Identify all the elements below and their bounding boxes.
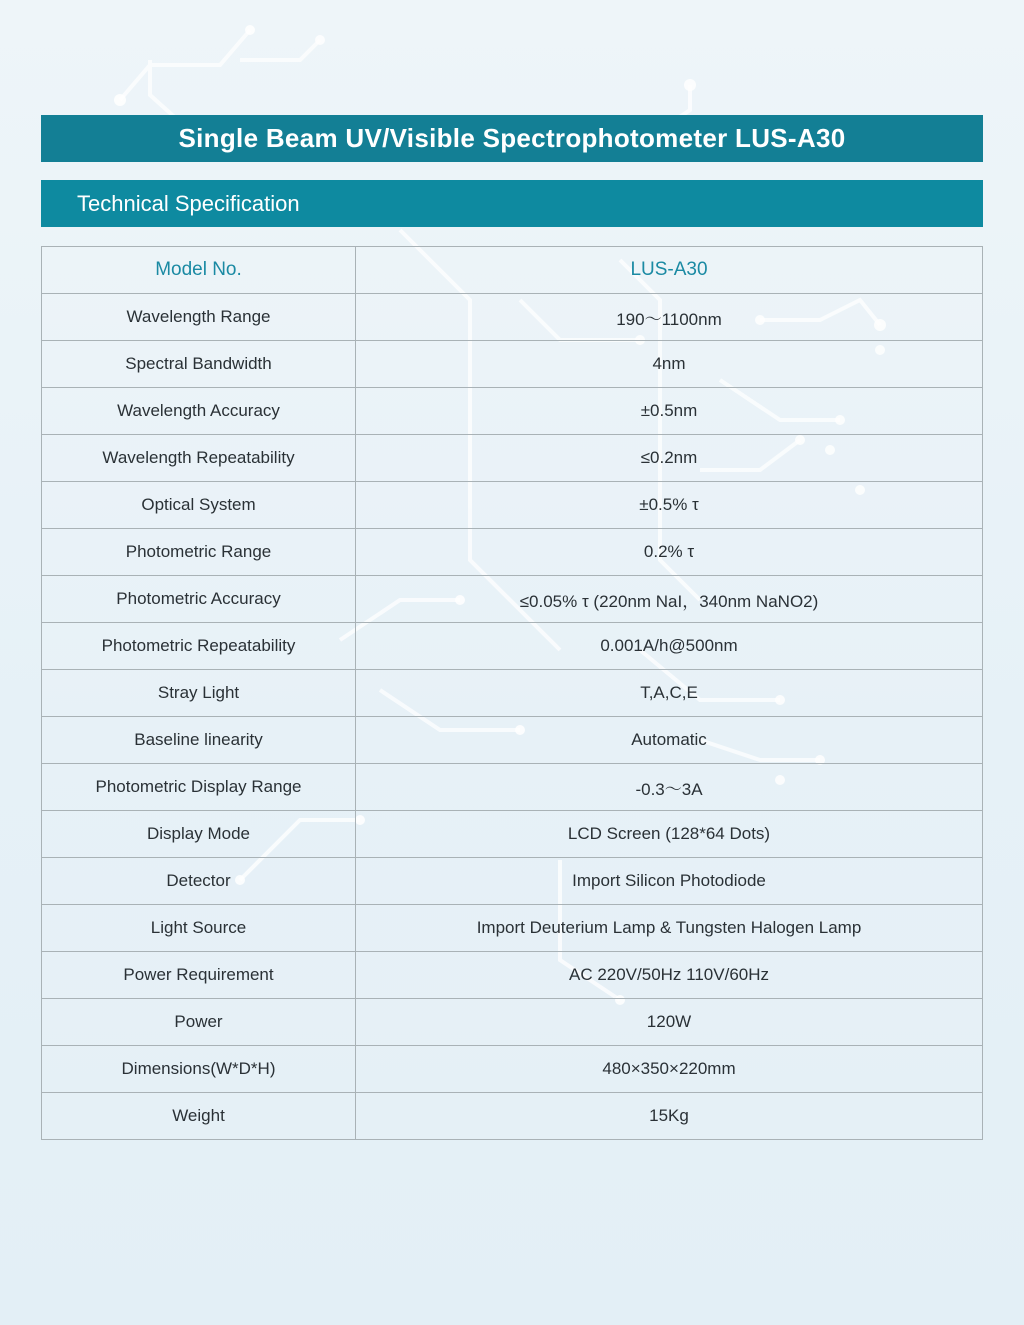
spec-value-cell: AC 220V/50Hz 110V/60Hz xyxy=(356,952,983,999)
spec-value-cell: 15Kg xyxy=(356,1093,983,1140)
spec-value-cell: -0.3～3A xyxy=(356,764,983,811)
spec-value-cell: 0.2% τ xyxy=(356,529,983,576)
table-row xyxy=(42,999,983,1046)
spec-value-cell: Automatic xyxy=(356,717,983,764)
spec-label-cell: Wavelength Range xyxy=(42,294,356,341)
table-row xyxy=(42,905,983,952)
spec-value-cell: ±0.5% τ xyxy=(356,482,983,529)
spec-label-cell: Dimensions(W*D*H) xyxy=(42,1046,356,1093)
spec-value-cell: 120W xyxy=(356,999,983,1046)
spec-label-cell: Weight xyxy=(42,1093,356,1140)
section-title: Technical Specification xyxy=(77,190,300,216)
spec-table xyxy=(41,246,983,1140)
spec-label-cell: Power xyxy=(42,999,356,1046)
page-title: Single Beam UV/Visible Spectrophotometer LUS-A30 xyxy=(178,123,846,153)
header-value-cell: LUS-A30 xyxy=(356,247,983,294)
spec-label-cell: Light Source xyxy=(42,905,356,952)
spec-value-cell: 480×350×220mm xyxy=(356,1046,983,1093)
spec-value-cell: 4nm xyxy=(356,341,983,388)
table-row xyxy=(42,1093,983,1140)
table-row xyxy=(42,623,983,670)
spec-value-cell: ±0.5nm xyxy=(356,388,983,435)
spec-label-cell: Detector xyxy=(42,858,356,905)
spec-label-cell: Display Mode xyxy=(42,811,356,858)
table-row xyxy=(42,435,983,482)
spec-label-cell: Wavelength Accuracy xyxy=(42,388,356,435)
table-row xyxy=(42,764,983,811)
table-row xyxy=(42,482,983,529)
spec-value-cell: LCD Screen (128*64 Dots) xyxy=(356,811,983,858)
spec-label-cell: Wavelength Repeatability xyxy=(42,435,356,482)
table-row xyxy=(42,294,983,341)
table-row xyxy=(42,952,983,999)
spec-label-cell: Photometric Display Range xyxy=(42,764,356,811)
header-label-cell: Model No. xyxy=(42,247,356,294)
spec-value-cell: Import Silicon Photodiode xyxy=(356,858,983,905)
spec-table-header-row xyxy=(42,247,983,294)
spec-value-cell: ≤0.05% τ (220nm NaI，340nm NaNO2) xyxy=(356,576,983,623)
spec-label-cell: Photometric Accuracy xyxy=(42,576,356,623)
table-row xyxy=(42,811,983,858)
table-row xyxy=(42,576,983,623)
table-row xyxy=(42,670,983,717)
spec-label-cell: Optical System xyxy=(42,482,356,529)
table-row xyxy=(42,529,983,576)
spec-value-cell: Import Deuterium Lamp & Tungsten Halogen Lamp xyxy=(356,905,983,952)
page-title-bar xyxy=(41,115,983,162)
table-row xyxy=(42,858,983,905)
section-header-bar xyxy=(41,180,983,227)
spec-value-cell: T,A,C,E xyxy=(356,670,983,717)
spec-label-cell: Photometric Repeatability xyxy=(42,623,356,670)
table-row xyxy=(42,388,983,435)
spec-label-cell: Baseline linearity xyxy=(42,717,356,764)
spec-value-cell: 0.001A/h@500nm xyxy=(356,623,983,670)
spec-label-cell: Power Requirement xyxy=(42,952,356,999)
table-row xyxy=(42,717,983,764)
spec-label-cell: Spectral Bandwidth xyxy=(42,341,356,388)
table-row xyxy=(42,341,983,388)
spec-label-cell: Stray Light xyxy=(42,670,356,717)
spec-value-cell: 190～1100nm xyxy=(356,294,983,341)
spec-value-cell: ≤0.2nm xyxy=(356,435,983,482)
spec-label-cell: Photometric Range xyxy=(42,529,356,576)
table-row xyxy=(42,1046,983,1093)
